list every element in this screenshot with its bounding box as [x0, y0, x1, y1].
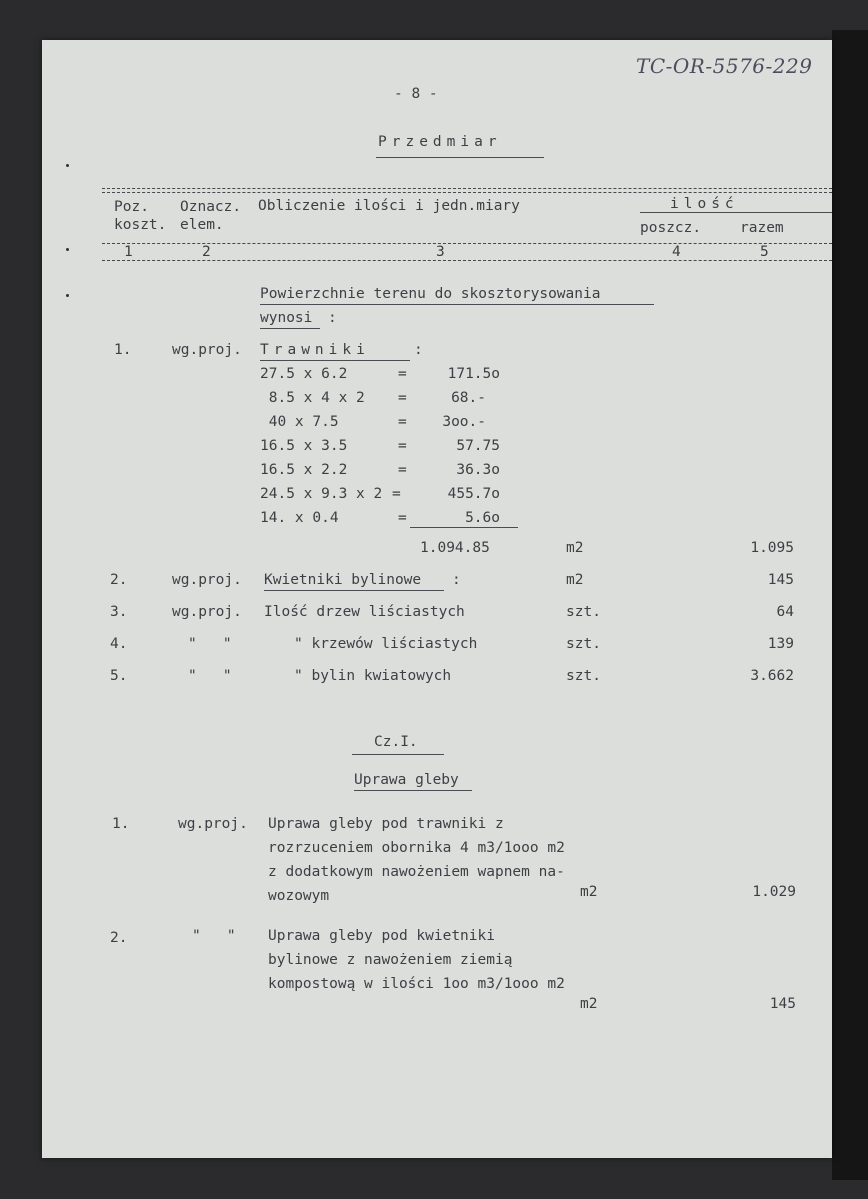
header-num-4: 4: [672, 244, 681, 260]
section-heading-underline1: [260, 304, 654, 305]
item-2-total: 145: [767, 572, 794, 588]
calc-eq-3: =: [398, 414, 407, 430]
item-4-ref: " ": [188, 636, 232, 652]
part-label-underline: [352, 754, 444, 755]
part-item-2-total: 145: [769, 996, 796, 1012]
item-2-ref: wg.proj.: [172, 572, 242, 588]
part-item-1-line-4: wozowym: [268, 888, 330, 904]
header-rule-top: [102, 188, 832, 189]
part-title-underline: [354, 790, 472, 791]
background-binder: [832, 30, 868, 1180]
calc-val-1: 171.5o: [447, 366, 500, 382]
document-page: [42, 40, 832, 1158]
item-3-unit: szt.: [566, 604, 601, 620]
item-5-total: 3.662: [750, 668, 794, 684]
calc-val-4: 57.75: [456, 438, 500, 454]
part-item-2-line-3: kompostową w ilości 1oo m3/1ooo m2: [268, 976, 565, 992]
binding-mark: [66, 294, 69, 297]
calc-val-7: 5.6o: [465, 510, 500, 526]
item-1-unit: m2: [566, 540, 584, 556]
section-heading-underline2: [260, 328, 320, 329]
item-1-ref: wg.proj.: [172, 342, 242, 358]
calc-expr-2: 8.5 x 4 x 2: [260, 390, 365, 406]
part-item-2-ref: " ": [192, 928, 236, 944]
part-label: Cz.I.: [374, 734, 418, 750]
header-col-obliczenie: Obliczenie ilości i jedn.miary: [258, 198, 520, 214]
item-1-name-underline: [260, 360, 410, 361]
item-4-number: 4.: [110, 636, 128, 652]
calc-val-3: 3oo.-: [442, 414, 486, 430]
item-5-number: 5.: [110, 668, 128, 684]
section-heading-line2: wynosi: [260, 310, 313, 326]
item-5-unit: szt.: [566, 668, 601, 684]
header-num-5: 5: [760, 244, 769, 260]
item-4-total: 139: [767, 636, 794, 652]
header-rule-top-2: [102, 192, 832, 193]
calc-expr-1: 27.5 x 6.2: [260, 366, 348, 382]
calc-val-6: 455.7o: [447, 486, 500, 502]
header-ilosc: ilość: [670, 196, 739, 212]
header-num-1: 1: [124, 244, 133, 260]
part-item-2-line-1: Uprawa gleby pod kwietniki: [268, 928, 495, 944]
calc-eq-4: =: [398, 438, 407, 454]
item-3-number: 3.: [110, 604, 128, 620]
part-item-2-line-2: bylinowe z nawożeniem ziemią: [268, 952, 513, 968]
item-2-unit: m2: [566, 572, 584, 588]
item-1-colon: :: [414, 342, 423, 358]
item-2-number: 2.: [110, 572, 128, 588]
part-item-1-total: 1.029: [752, 884, 796, 900]
item-2-underline: [264, 590, 444, 591]
calc-expr-7: 14. x 0.4: [260, 510, 339, 526]
ilosc-underline: [640, 212, 832, 213]
header-razem: razem: [740, 220, 784, 236]
item-5-ref: " ": [188, 668, 232, 684]
section-heading-line1: Powierzchnie terenu do skosztorysowania: [260, 286, 601, 302]
header-col-poz: Poz. koszt.: [114, 199, 167, 233]
header-poszcz: poszcz.: [640, 220, 702, 236]
calc-val-5: 36.3o: [456, 462, 500, 478]
part-item-1-line-1: Uprawa gleby pod trawniki z: [268, 816, 504, 832]
calc-expr-6: 24.5 x 9.3 x 2: [260, 486, 383, 502]
calc-expr-5: 16.5 x 2.2: [260, 462, 348, 478]
item-5-desc: " bylin kwiatowych: [294, 668, 452, 684]
item-3-total: 64: [776, 604, 794, 620]
calc-eq-6: =: [392, 486, 401, 502]
item-4-desc: " krzewów liściastych: [294, 636, 478, 652]
item-1-number: 1.: [114, 342, 132, 358]
item-4-unit: szt.: [566, 636, 601, 652]
binding-mark: [66, 248, 69, 251]
header-num-3: 3: [436, 244, 445, 260]
calc-sum-underline: [410, 527, 518, 528]
calc-expr-4: 16.5 x 3.5: [260, 438, 348, 454]
header-rule-bottom: [102, 260, 832, 261]
part-item-1-line-2: rozrzuceniem obornika 4 m3/1ooo m2: [268, 840, 565, 856]
header-col-oznacz: Oznacz. elem.: [180, 199, 242, 233]
part-item-1-line-3: z dodatkowym nawożeniem wapnem na-: [268, 864, 565, 880]
section-heading-colon: :: [328, 310, 337, 326]
header-rule-mid: [102, 243, 832, 244]
part-item-2-number: 2.: [110, 930, 128, 946]
item-3-desc: Ilość drzew liściastych: [264, 604, 465, 620]
archive-code: TC-OR-5576-229: [636, 54, 813, 78]
item-2-desc: Kwietniki bylinowe: [264, 572, 422, 588]
calc-eq-1: =: [398, 366, 407, 382]
calc-eq-2: =: [398, 390, 407, 406]
item-1-name: Trawniki: [260, 342, 370, 358]
part-item-2-unit: m2: [580, 996, 598, 1012]
title-underline: [376, 157, 544, 158]
header-num-2: 2: [202, 244, 211, 260]
calc-eq-5: =: [398, 462, 407, 478]
calc-eq-7: =: [398, 510, 407, 526]
binding-mark: [66, 164, 69, 167]
part-item-1-number: 1.: [112, 816, 130, 832]
document-title: Przedmiar: [378, 134, 502, 150]
item-2-colon: :: [452, 572, 461, 588]
part-item-1-ref: wg.proj.: [178, 816, 248, 832]
item-1-total: 1.095: [750, 540, 794, 556]
part-title: Uprawa gleby: [354, 772, 459, 788]
page-number: - 8 -: [394, 86, 438, 102]
calc-expr-3: 40 x 7.5: [260, 414, 339, 430]
item-3-ref: wg.proj.: [172, 604, 242, 620]
calc-val-2: 68.-: [451, 390, 486, 406]
part-item-1-unit: m2: [580, 884, 598, 900]
item-1-sum: 1.094.85: [420, 540, 490, 556]
